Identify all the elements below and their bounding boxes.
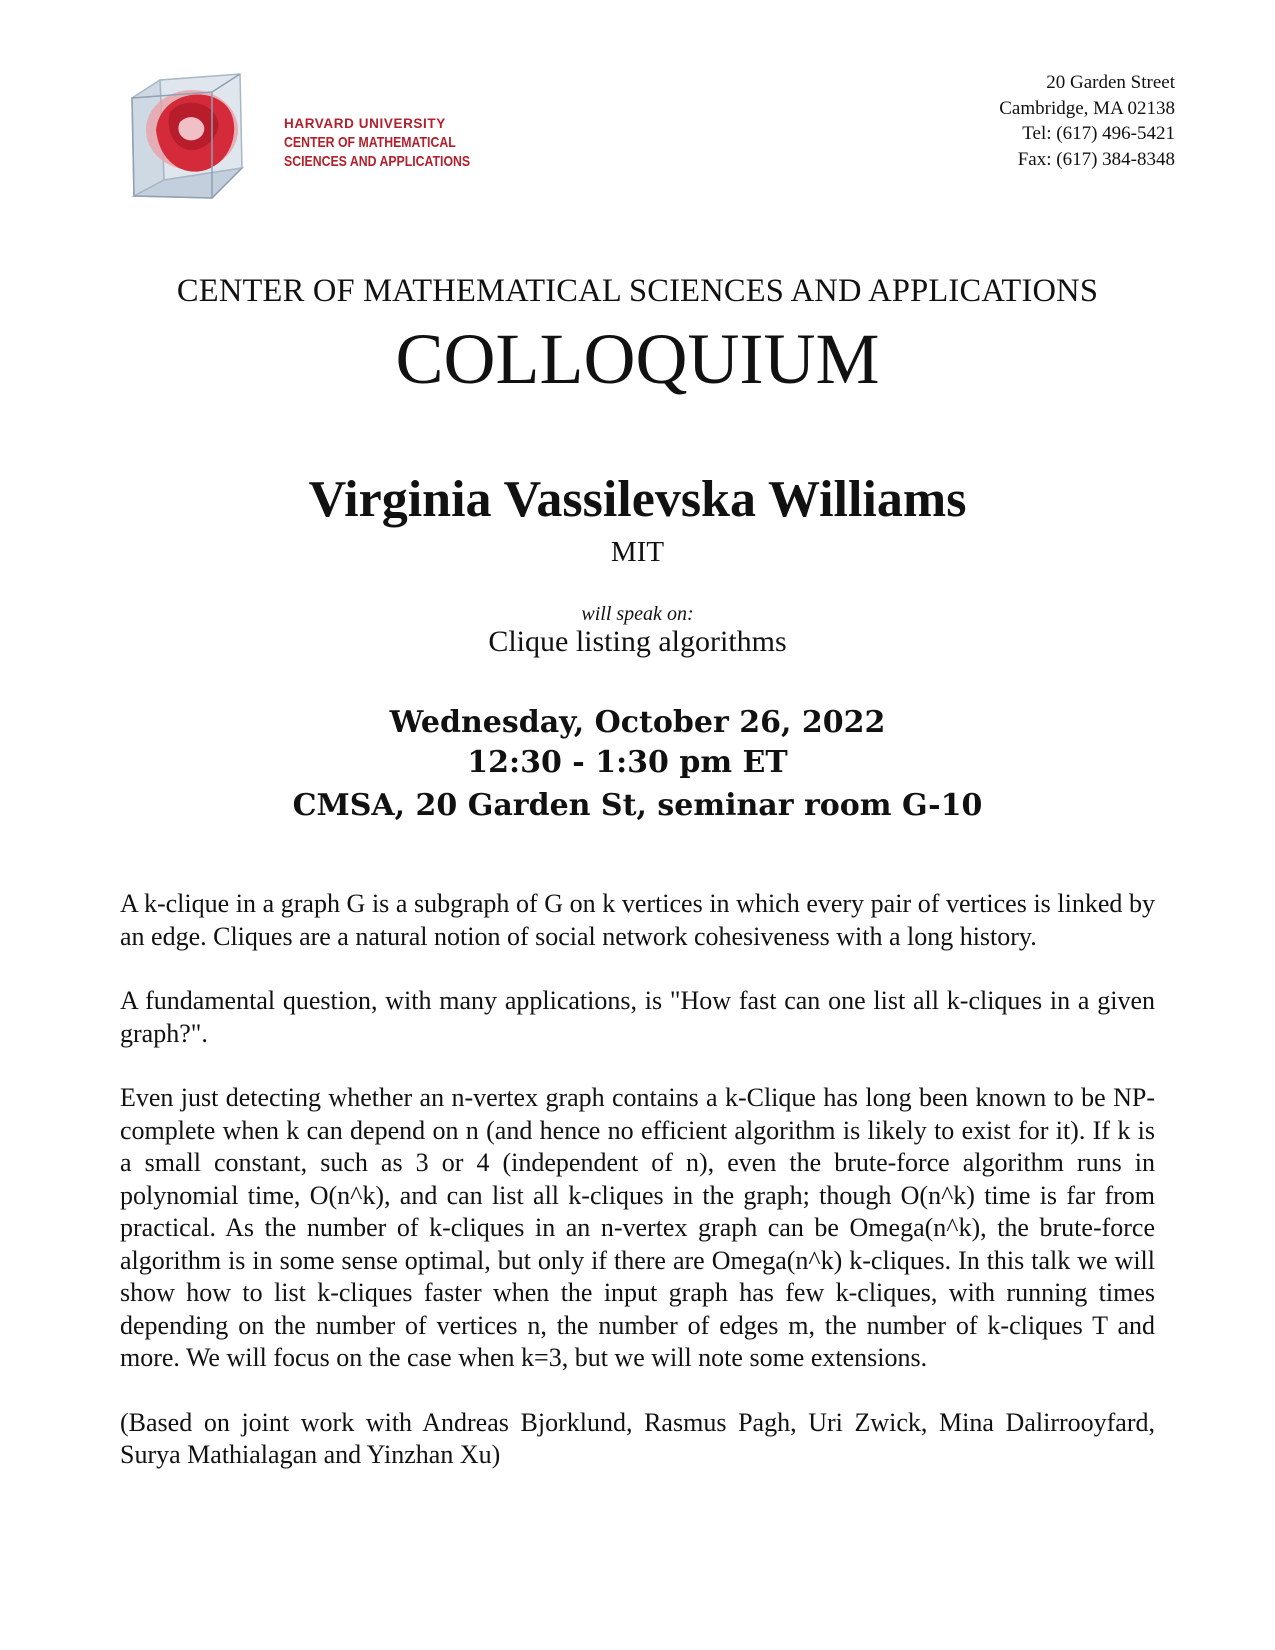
abstract-paragraph-2: A fundamental question, with many applications, is "How fast can one list all k-cliques in a given graph?". (120, 986, 1155, 1048)
center-name: CENTER OF MATHEMATICAL SCIENCES AND APPLICATIONS (176, 273, 1099, 309)
logo-line-1: HARVARD UNIVERSITY (284, 116, 446, 131)
event-date: Wednesday, October 26, 2022 (389, 705, 886, 740)
event-type-title: COLLOQUIUM (395, 319, 880, 399)
event-location: CMSA, 20 Garden St, seminar room G-10 (292, 788, 983, 823)
abstract (120, 888, 1155, 1504)
speaker-affiliation: MIT (610, 536, 665, 568)
address-street: 20 Garden Street (1046, 72, 1175, 93)
cmsa-logo (130, 68, 470, 208)
address-block (999, 70, 1175, 172)
address-city: Cambridge, MA 02138 (999, 97, 1175, 119)
cube-logo-icon (130, 68, 270, 208)
logo-wordmark (284, 114, 511, 171)
talk-intro: will speak on: (581, 603, 694, 625)
abstract-paragraph-3: Even just detecting whether an n-vertex graph contains a k-Clique has long been known to be NP-complete when k can depend on n (and hence no efficient algorithm is likely to exist for it). If k is a small constant, such as 3 or 4 (independent of n), even the brute-force algorithm runs in polynomial time, O(n^k), and can list all k-cliques in the graph; though O(n^k) time is far from practical. As the number of k-cliques in an n-vertex graph can be Omega(n^k), the brute-force algorithm is in some sense optimal, but only if there are Omega(n^k) k-cliques. In this talk we will show how to list k-cliques faster when the input graph has few k-cliques, with running times depending on the number of vertices n, the number of edges m, the number of k-cliques T and more. We will focus on the case when k=3, but we will note some extensions. (120, 1083, 1155, 1372)
speaker-name: Virginia Vassilevska Williams (308, 471, 967, 528)
event-time: 12:30 - 1:30 pm ET (467, 745, 788, 780)
abstract-paragraph-4: (Based on joint work with Andreas Bjorklund, Rasmus Pagh, Uri Zwick, Mina Dalirrooyfard, Surya Mathialagan and Yinzhan Xu) (120, 1407, 1155, 1469)
logo-line-2: CENTER OF MATHEMATICAL (284, 134, 456, 151)
abstract-paragraph-1: A k-clique in a graph G is a subgraph of G on k vertices in which every pair of vertices is linked by an edge. Cliques are a natural notion of social network cohesiveness with a long history. (120, 889, 1155, 951)
address-tel: Tel: (617) 496-5421 (1022, 123, 1175, 144)
address-fax: Fax: (617) 384-8348 (1017, 148, 1175, 170)
talk-title: Clique listing algorithms (488, 625, 787, 658)
logo-line-3: SCIENCES AND APPLICATIONS (284, 153, 471, 170)
